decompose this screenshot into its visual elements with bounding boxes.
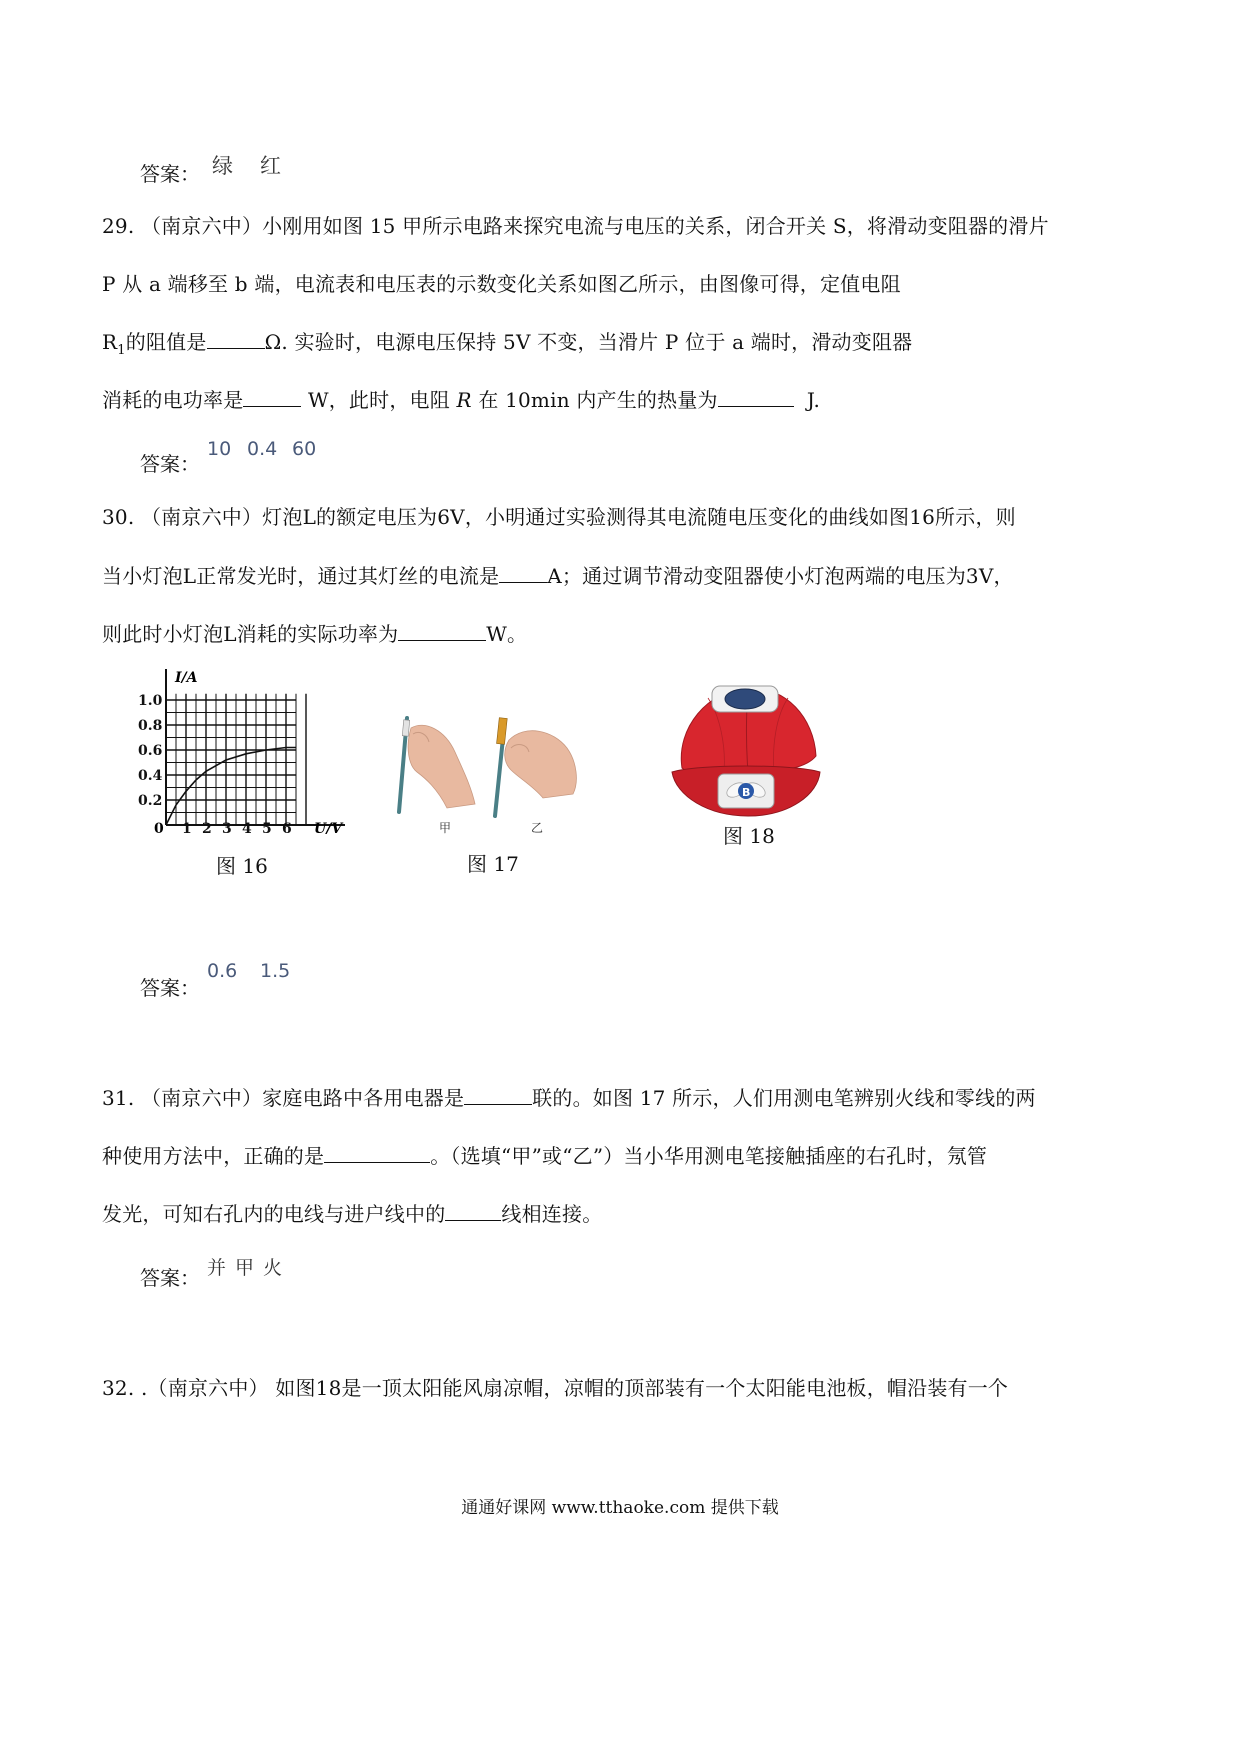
text-segment: A；通过调节滑动变阻器使小灯泡两端的电压为3V，: [547, 564, 1014, 588]
x-tick-label: 5: [262, 821, 272, 837]
y-tick-label: 0.8: [138, 718, 163, 734]
text-segment: J.: [806, 388, 821, 412]
text-segment: 则此时小灯泡L消耗的实际功率为: [102, 622, 399, 646]
question-32-line: 32. .（南京六中） 如图18是一顶太阳能风扇凉帽，凉帽的顶部装有一个太阳能电池板，帽沿装有一个: [102, 1376, 1009, 1400]
question-31-line: [102, 1140, 987, 1169]
text-segment: 的阻值是: [125, 330, 207, 354]
question-30-line: [102, 560, 1014, 589]
label-jia: 甲: [439, 821, 452, 835]
resistor-subscript: 1: [117, 343, 126, 358]
answer-blank: [464, 1086, 532, 1105]
answer-blank: [243, 388, 301, 407]
question-29-line: [102, 384, 820, 413]
figure-18-caption: 图 18: [723, 824, 775, 848]
chart-grid: [166, 694, 306, 825]
x-tick-label: 6: [282, 821, 292, 837]
x-tick-label: 1: [182, 821, 192, 837]
text-segment: 发光，可知右孔内的电线与进户线中的: [102, 1202, 446, 1226]
answer-value: 甲: [235, 1257, 255, 1279]
y-axis-label: I/A: [175, 670, 198, 686]
text-segment: W，此时，电阻: [307, 388, 450, 412]
figure-18-solar-fan-cap: [668, 676, 824, 820]
x-tick-label: 4: [242, 821, 252, 837]
text-segment: 种使用方法中，正确的是: [102, 1144, 325, 1168]
page-footer: 通通好课网 www.tthaoke.com 提供下载: [461, 1498, 779, 1518]
question-30-line: [102, 618, 527, 647]
resistor-symbol: R: [456, 388, 472, 412]
answer-value: 并: [207, 1257, 227, 1279]
text-segment: 在 10min 内产生的热量为: [478, 388, 718, 412]
answer-label: 答案：: [140, 452, 200, 476]
question-31-line: [102, 1082, 1036, 1111]
answer-value: 红: [260, 154, 281, 178]
question-29-line: 29. （南京六中）小刚用如图 15 甲所示电路来探究电流与电压的关系，闭合开关 S，将滑动变阻器的滑片: [102, 214, 1049, 238]
y-tick-label: 1.0: [138, 693, 163, 709]
x-tick-label: 2: [202, 821, 212, 837]
test-pen-method-left: [399, 718, 475, 812]
hand: [505, 731, 577, 798]
test-pen-cap: [402, 720, 409, 736]
figure-17-test-pen-illustration: [385, 690, 585, 840]
answer-value: 10: [207, 438, 232, 460]
figure-16-chart: [130, 665, 360, 845]
answer-value: 0.4: [247, 438, 278, 460]
answer-blank: [324, 1144, 430, 1163]
answer-blank: [445, 1202, 501, 1221]
text-segment: 31. （南京六中）家庭电路中各用电器是: [102, 1086, 465, 1110]
test-pen-method-right: [495, 718, 576, 816]
answer-value: 绿: [212, 154, 233, 178]
text-segment: 消耗的电功率是: [102, 388, 244, 412]
answer-blank: [499, 564, 547, 583]
text-segment: Ω. 实验时，电源电压保持 5V 不变，当滑片 P 位于 a 端时，滑动变阻器: [264, 330, 913, 354]
test-pen: [495, 738, 503, 816]
answer-blank: [398, 622, 486, 641]
figure-16-caption: 图 16: [216, 854, 268, 878]
y-tick-label: 0.2: [138, 793, 163, 809]
test-pen-handle: [497, 718, 508, 745]
answer-value: 火: [263, 1257, 283, 1279]
answer-label: 答案：: [140, 976, 200, 1000]
text-segment: 联的。如图 17 所示，人们用测电笔辨别火线和零线的两: [532, 1086, 1036, 1110]
origin-label: 0: [154, 821, 164, 837]
y-tick-label: 0.4: [138, 768, 163, 784]
y-tick-label: 0.6: [138, 743, 163, 759]
hand: [408, 725, 475, 808]
text-segment: 。（选填“甲”或“乙”）当小华用测电笔接触插座的右孔时，氖管: [430, 1144, 988, 1168]
resistor-symbol: R: [102, 330, 118, 354]
question-29-line: P 从 a 端移至 b 端，电流表和电压表的示数变化关系如图乙所示，由图像可得，定值电阻: [102, 272, 901, 296]
answer-blank: [207, 330, 265, 349]
x-tick-label: 3: [222, 821, 232, 837]
x-axis-label: U/V: [314, 821, 343, 837]
answer-blank: [718, 388, 794, 407]
answer-value: 60: [292, 438, 317, 460]
answer-label: 答案：: [140, 162, 200, 186]
text-segment: 当小灯泡L正常发光时，通过其灯丝的电流是: [102, 564, 500, 588]
question-30-line: 30. （南京六中）灯泡L的额定电压为6V，小明通过实验测得其电流随电压变化的曲线如图16所示，则: [102, 505, 1016, 529]
text-segment: 线相连接。: [501, 1202, 603, 1226]
fan-logo-letter: B: [742, 786, 751, 799]
answer-value: 1.5: [260, 960, 291, 982]
label-yi: 乙: [531, 821, 544, 835]
solar-panel-icon: [725, 689, 765, 709]
answer-value: 0.6: [207, 960, 238, 982]
question-29-line: [102, 326, 912, 358]
figure-17-caption: 图 17: [467, 852, 519, 876]
question-31-line: [102, 1198, 602, 1227]
text-segment: W。: [486, 622, 528, 646]
answer-label: 答案：: [140, 1266, 200, 1290]
